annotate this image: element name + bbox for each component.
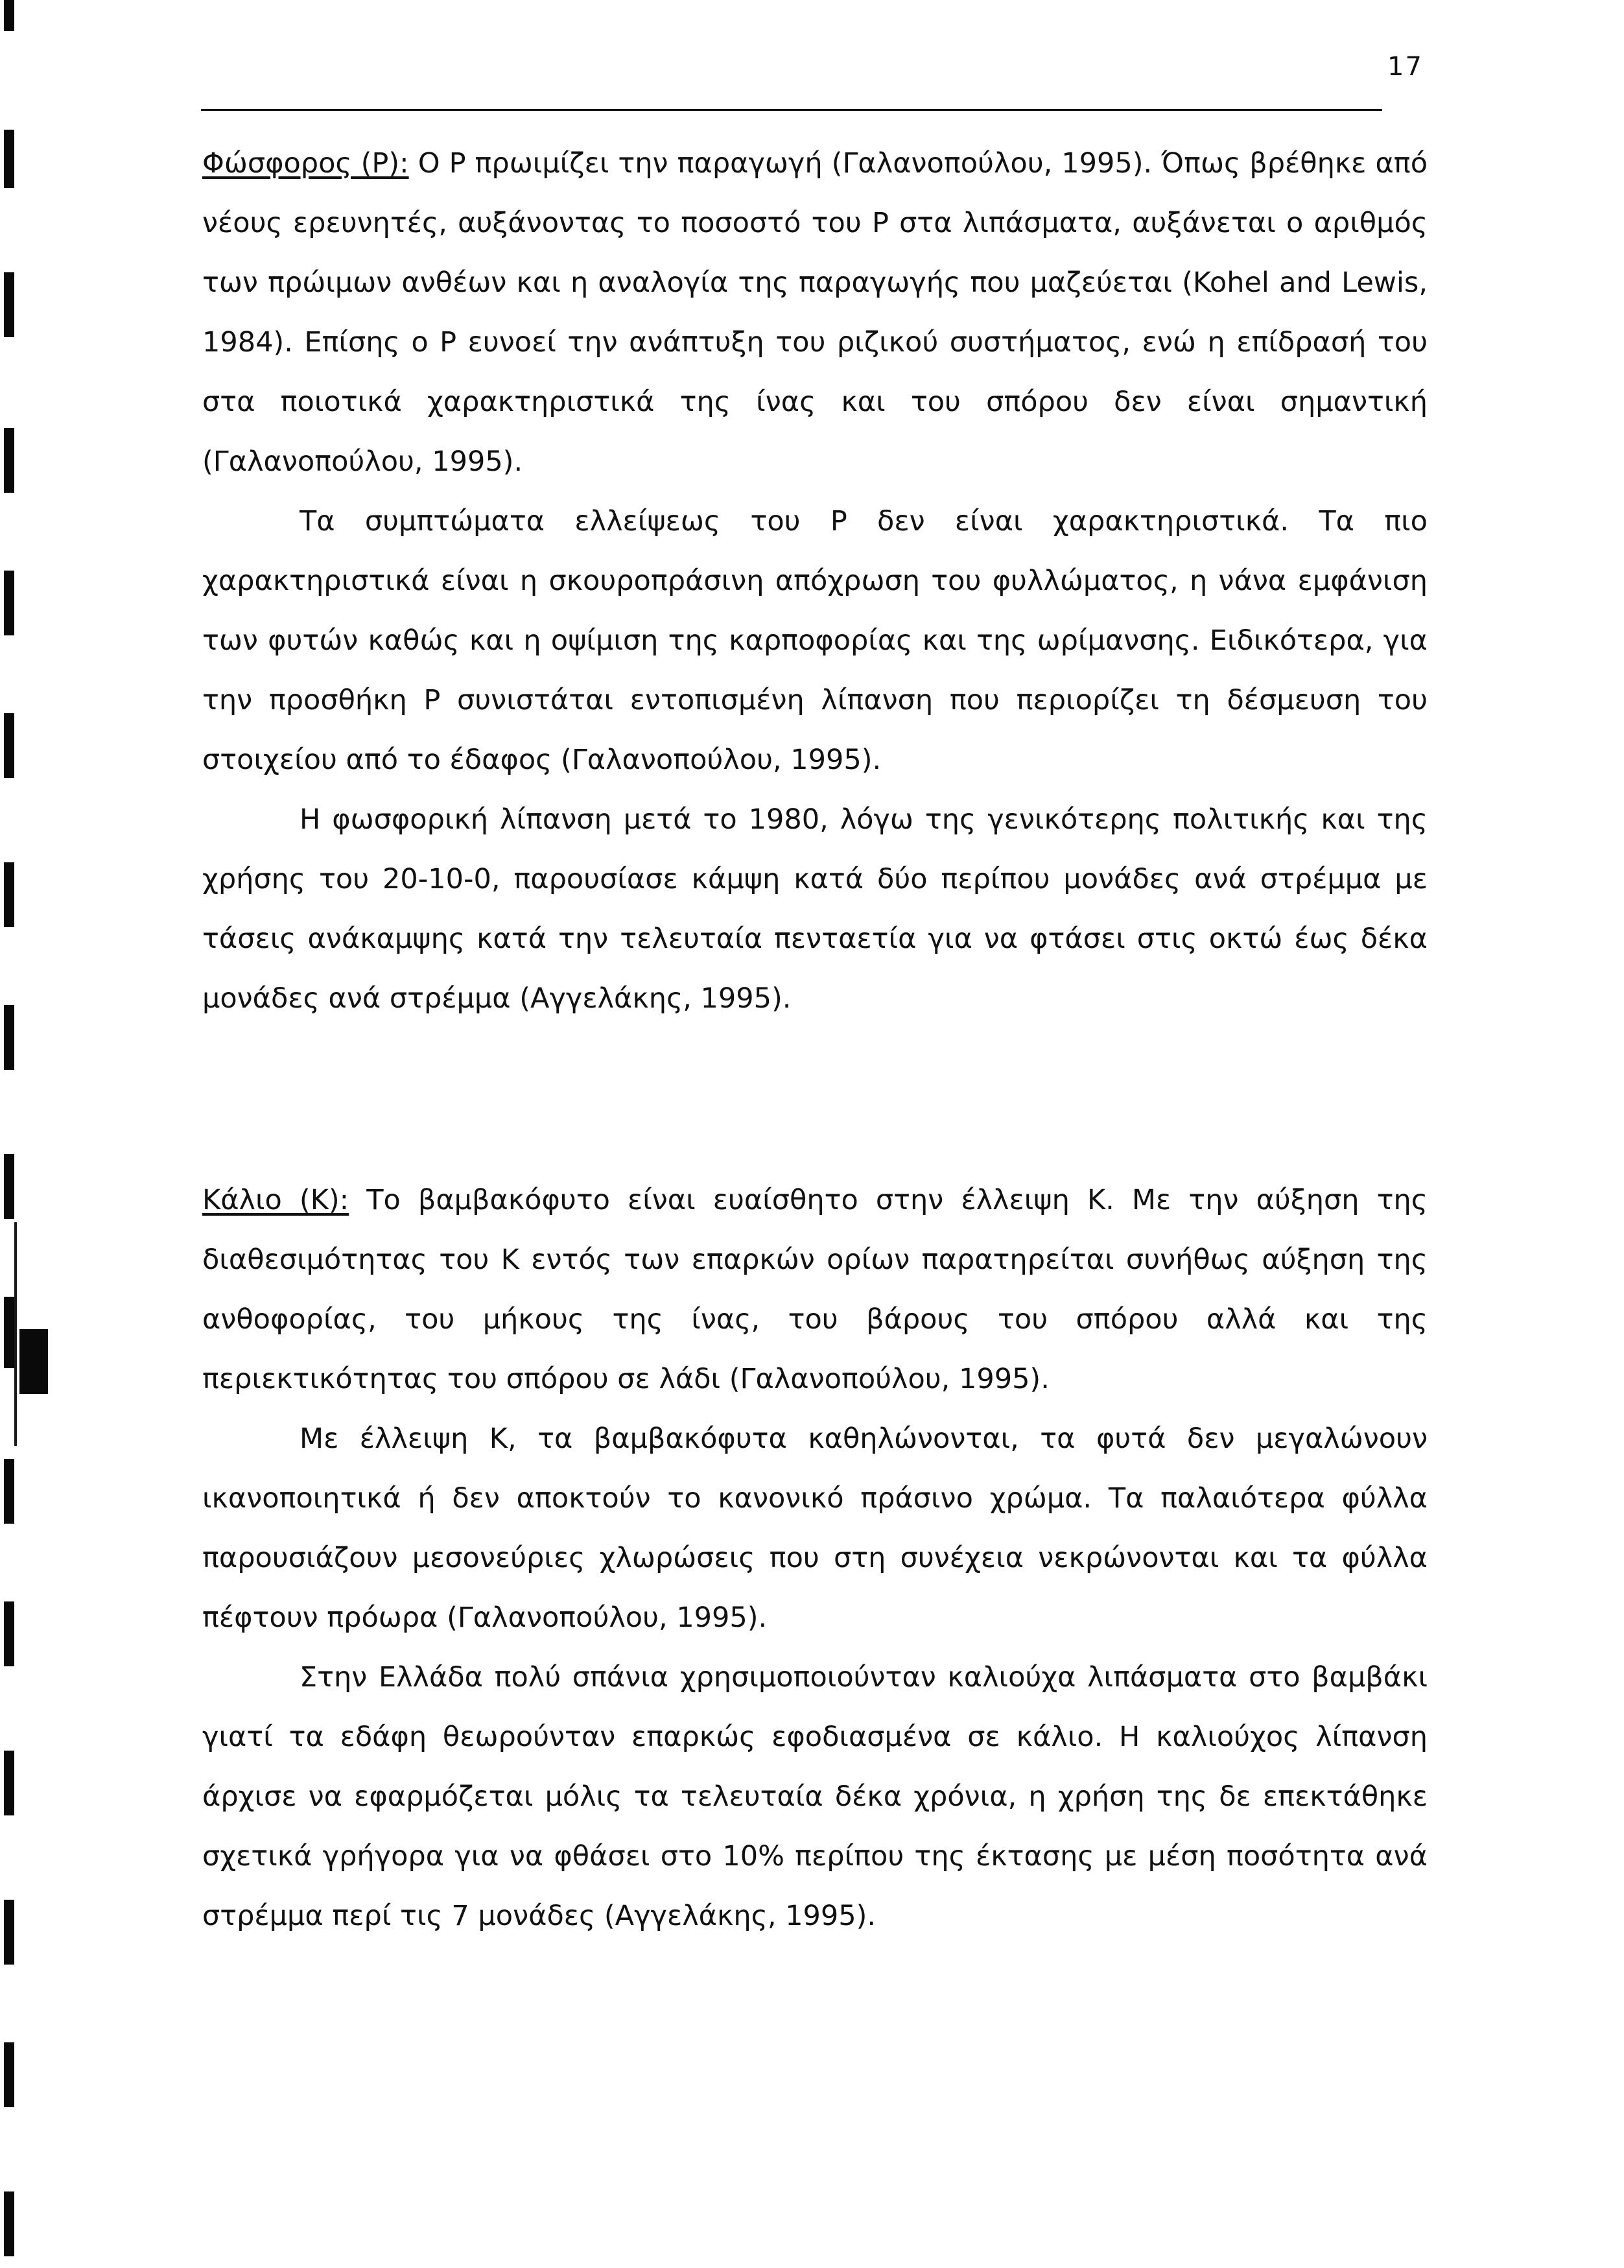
scan-edge-mark [4,428,14,493]
scan-edge-mark [4,1459,14,1524]
scan-edge-mark [4,130,14,188]
potassium-section [202,1170,1428,1946]
scan-edge-mark [19,1329,48,1394]
scan-edge-mark [4,1154,14,1219]
scan-edge-mark [4,571,14,635]
potassium-paragraph-3: Στην Ελλάδα πολύ σπάνια χρησιμοποιούνταν καλιούχα λιπάσματα στο βαμβάκι γιατί τα εδάφη θεωρούνταν επαρκώς εφοδιασμένα σε κάλιο. Η καλιούχος λίπανση άρχισε να εφαρμόζεται μόλις τα τελευταία δέκα χρόνια, η χρήση της δε επεκτάθηκε σχετικά γρήγορα για να φθάσει στο 10% περίπου της έκτασης με μέση ποσότητα ανά στρέμμα περί τις 7 μονάδες (Αγγελάκης, 1995). [202,1661,1428,1932]
phosphorus-paragraph-1 [202,134,1428,491]
header-rule [201,109,1382,111]
scan-edge-mark [4,1601,14,1666]
potassium-paragraph-1 [202,1170,1428,1409]
scan-edge-mark [4,1751,14,1815]
scan-edge-mark [4,272,14,337]
scan-edge-rule [14,1222,17,1446]
potassium-paragraph-2: Με έλλειψη Κ, τα βαμβακόφυτα καθηλώνονται, τα φυτά δεν μεγαλώνουν ικανοποιητικά ή δεν αποκτούν το κανονικό πράσινο χρώμα. Τα παλαιότερα φύλλα παρουσιάζουν μεσονεύριες χλωρώσεις που στη συνέχεια νεκρώνονται και τα φύλλα πέφτουν πρόωρα (Γαλανοπούλου, 1995). [202,1423,1428,1634]
page-number: 17 [1387,52,1423,82]
scan-edge-mark [4,2042,14,2107]
phosphorus-paragraph-2: Τα συμπτώματα ελλείψεως του Ρ δεν είναι χαρακτηριστικά. Τα πιο χαρακτηριστικά είναι η σκουροπράσινη απόχρωση του φυλλώματος, η νάνα εμφάνιση των φυτών καθώς και η οψίμιση της καρποφορίας και της ωρίμανσης. Ειδικότερα, για την προσθήκη Ρ συνιστάται εντοπισμένη λίπανση που περιορίζει τη δέσμευση του στοιχείου από το έδαφος (Γαλανοπούλου, 1995). [202,505,1428,776]
scan-edge-mark [4,1297,14,1368]
potassium-heading: Κάλιο (Κ): [202,1184,349,1216]
scan-edge-mark [4,2191,14,2256]
scan-edge-mark [4,713,14,778]
scan-edge-mark [4,862,14,927]
scan-edge-mark [4,1900,14,1965]
phosphorus-paragraph-1-text: Ο Ρ πρωιμίζει την παραγωγή (Γαλανοπούλου, 1995). Όπως βρέθηκε από νέους ερευνητές, αυξάνοντας το ποσοστό του Ρ στα λιπάσματα, αυξάνεται ο αριθμός των πρώιμων ανθέων και η αναλογία της παραγωγής που μαζεύεται (Kohel and Lewis, 1984). Επίσης ο Ρ ευνοεί την ανάπτυξη του ριζικού συστήματος, ενώ η επίδρασή του στα ποιοτικά χαρακτηριστικά της ίνας και του σπόρου δεν είναι σημαντική (Γαλανοπούλου, 1995). [202,147,1428,478]
phosphorus-heading: Φώσφορος (Ρ): [202,147,409,180]
scan-edge-mark [4,0,14,31]
phosphorus-section [202,134,1428,1028]
potassium-paragraph-1-text: Το βαμβακόφυτο είναι ευαίσθητο στην έλλειψη Κ. Με την αύξηση της διαθεσιμότητας του Κ εντός των επαρκών ορίων παρατηρείται συνήθως αύξηση της ανθοφορίας, του μήκους της ίνας, του βάρους του σπόρου αλλά και της περιεκτικότητας του σπόρου σε λάδι (Γαλανοπούλου, 1995). [202,1184,1428,1395]
phosphorus-paragraph-3: Η φωσφορική λίπανση μετά το 1980, λόγω της γενικότερης πολιτικής και της χρήσης του 20-10-0, παρουσίασε κάμψη κατά δύο περίπου μονάδες ανά στρέμμα με τάσεις ανάκαμψης κατά την τελευταία πενταετία για να φτάσει στις οκτώ έως δέκα μονάδες ανά στρέμμα (Αγγελάκης, 1995). [202,803,1428,1015]
scan-edge-mark [4,1005,14,1070]
